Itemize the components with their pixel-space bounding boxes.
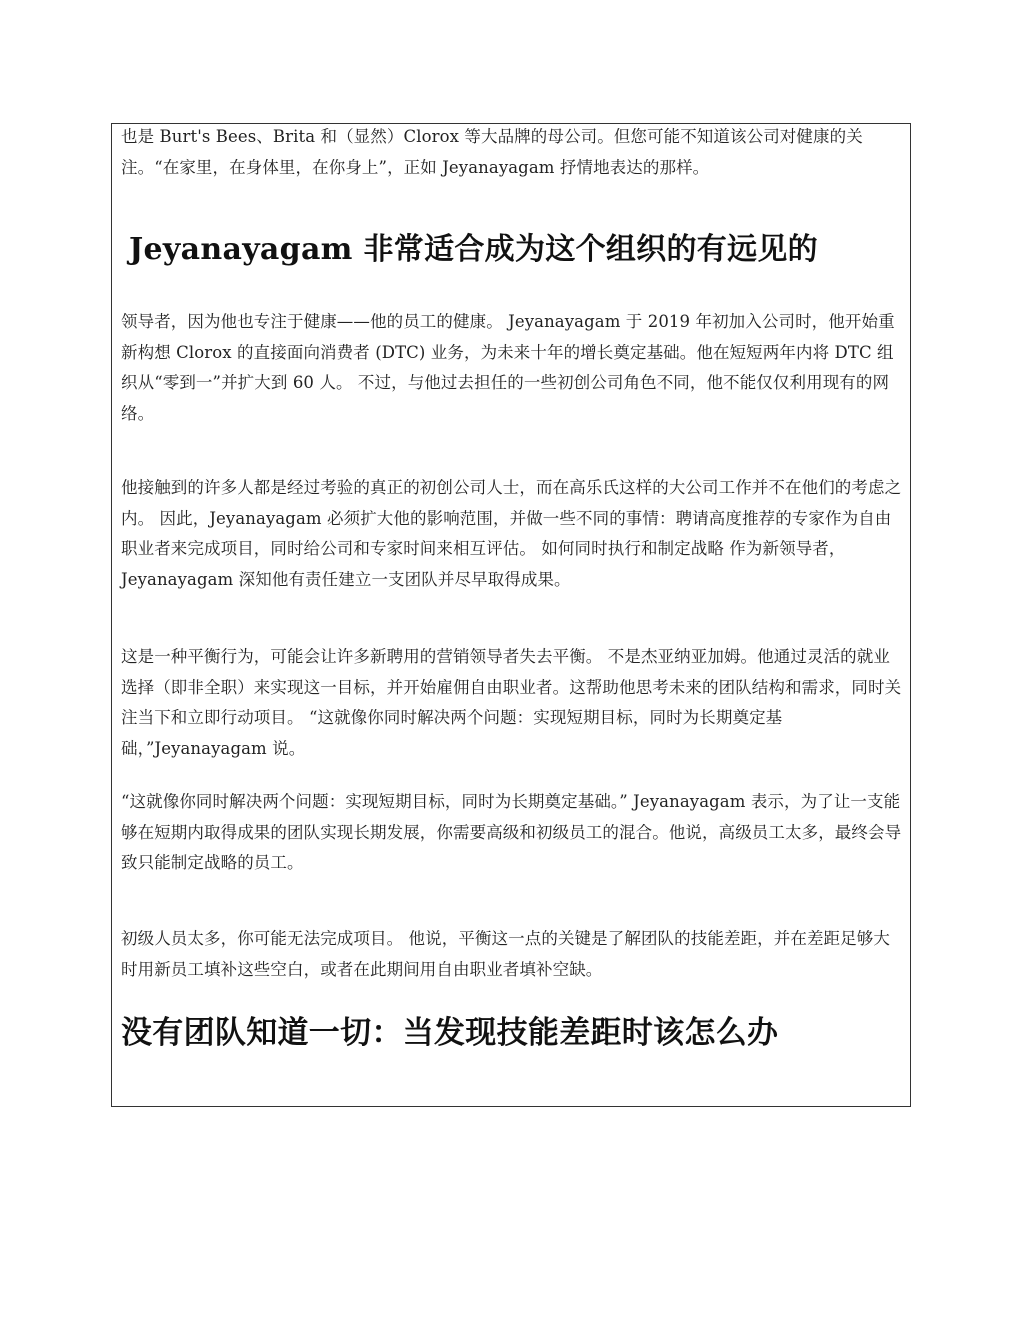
paragraph-skill-gaps: 初级人员太多，你可能无法完成项目。 他说，平衡这一点的关键是了解团队的技能差距，并在差距足够大时用新员工填补这些空白，或者在此期间用自由职业者填补空缺。: [121, 929, 890, 979]
paragraph-dtc-business: 领导者，因为他也专注于健康——他的员工的健康。 Jeyanayagam 于 2019 年初加入公司时，他开始重新构想 Clorox 的直接面向消费者 (DTC) 业务，为未来十年的增长奠定基础。他在短短两年内将 DTC 组织从“零到一”并扩大到 60 人。 不过，与他过去担任的一些初创公司角色不同，他不能仅仅利用现有的网络。: [121, 312, 895, 423]
paragraph-freelancers: 他接触到的许多人都是经过考验的真正的初创公司人士，而在高乐氏这样的大公司工作并不在他们的考虑之内。 因此，Jeyanayagam 必须扩大他的影响范围，并做一些不同的事情：聘请高度推荐的专家作为自由职业者来完成项目，同时给公司和专家时间来相互评估。 如何同时执行和制定战略 作为新领导者，Jeyanayagam 深知他有责任建立一支团队并尽早取得成果。: [121, 478, 902, 589]
paragraph-team-mix: “这就像你同时解决两个问题：实现短期目标，同时为长期奠定基础。” Jeyanayagam 表示，为了让一支能够在短期内取得成果的团队实现长期发展，你需要高级和初级员工的混合。他说，高级员工太多，最终会导致只能制定战略的员工。: [121, 792, 902, 872]
section-heading-skill-gap: 没有团队知道一切：当发现技能差距时该怎么办: [121, 1015, 779, 1051]
page-frame: [111, 123, 911, 1107]
section-heading-visionary-leader: Jeyanayagam 非常适合成为这个组织的有远见的: [129, 232, 818, 267]
paragraph-intro: 也是 Burt's Bees、Brita 和（显然）Clorox 等大品牌的母公司。但您可能不知道该公司对健康的关注。“在家里，在身体里，在你身上”，正如 Jeyanayagam 抒情地表达的那样。: [121, 127, 863, 177]
paragraph-balance: 这是一种平衡行为，可能会让许多新聘用的营销领导者失去平衡。 不是杰亚纳亚加姆。他通过灵活的就业选择（即非全职）来实现这一目标，并开始雇佣自由职业者。这帮助他思考未来的团队结构和需求，同时关注当下和立即行动项目。 “这就像你同时解决两个问题：实现短期目标，同时为长期奠定基础，”Jeyanayagam 说。: [121, 647, 902, 758]
